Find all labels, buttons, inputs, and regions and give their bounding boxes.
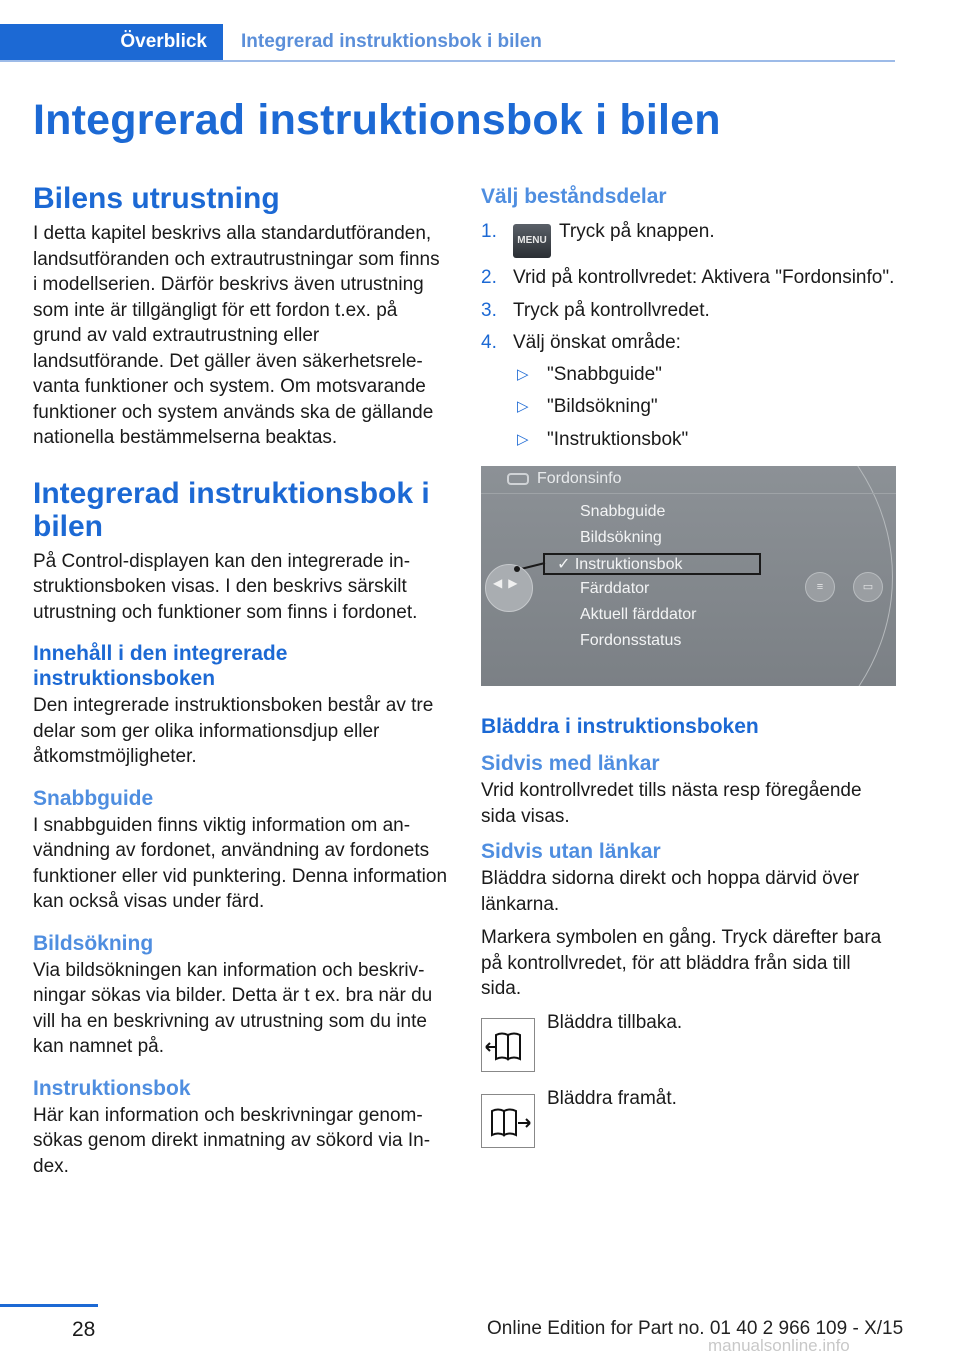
footer-accent-line [0, 1304, 98, 1307]
section-body-integrated-manual: På Control-displayen kan den integrerade instruktionsboken visas. I den beskrivs särskilt utrustning och funktioner som finns i fordonet. [33, 550, 418, 623]
sub-item [513, 394, 896, 420]
section-body-manual: Här kan information och beskrivningar genomsökas genom direkt inmatning av sökord via Index. [33, 1104, 431, 1177]
triangle-bullet-icon: ▷ [517, 365, 529, 383]
section-body-with-links: Vrid kontrollvredet tills nästa resp föregående sida visas. [481, 780, 862, 827]
step-number: 3. [481, 299, 497, 321]
display-menu-item: Färddator [580, 580, 650, 597]
section-body-contents: Den integrerade instruktionsboken består av tre delar som ger olika informationsdjup eller åtkomstmöjligheter. [33, 695, 434, 767]
section-body-equipment: I detta kapitel beskrivs alla standardutföranden, landsutföranden och extrautrustningar som finns i modellserien. Därför beskrivs även utrustning som inte är tillgängligt för ett fordon t.ex. på grund av vald extrautrustning eller landsutförande. Det gäller även säkerhetsrelevanta funktioner och system. Om motsvarande funktioner och system används ska de gällande nationella bestämmelserna beaktas. [33, 223, 440, 448]
tab-overview[interactable] [0, 24, 223, 60]
browse-forward-row [481, 1086, 896, 1148]
step-text: Vrid på kontrollvredet: Aktivera "Fordonsinfo". [513, 267, 895, 288]
triangle-bullet-icon: ▷ [517, 430, 529, 448]
step-text: Tryck på knappen. [559, 221, 715, 242]
right-column [481, 182, 896, 1148]
section-body-image-search: Via bildsökningen kan information och beskrivningar sökas via bilder. Detta är t ex. bra när du vill ha en beskrivning av utrustning som du inte kan namnet på. [33, 959, 433, 1057]
section-body-quickguide: I snabbguiden finns viktig information om användning av fordonet, användning av fordonets funktioner eller vid punktering. Denna information kan också visas under färd. [33, 814, 448, 912]
section-title-contents: Innehåll i den integrerade instruktionsboken [33, 642, 288, 690]
sub-item [513, 427, 896, 453]
side-menu-icon: ≡ [805, 572, 835, 602]
step-number: 4. [481, 332, 497, 353]
steps-list [481, 219, 896, 452]
tab-current-section[interactable] [241, 24, 542, 60]
section-title-with-links: Sidvis med länkar [481, 752, 660, 775]
browse-forward-label: Bläddra framåt. [547, 1087, 677, 1109]
header-divider [0, 60, 895, 62]
section-title-browse: Bläddra i instruktionsboken [481, 715, 759, 738]
triangle-bullet-icon: ▷ [517, 398, 529, 415]
car-icon [507, 473, 529, 485]
display-menu-item-selected: ✓ Instruktionsbok [557, 556, 683, 573]
sub-item-text: "Instruktionsbok" [547, 428, 689, 450]
sub-item-text: "Snabbguide" [547, 363, 662, 385]
sub-list [513, 362, 896, 453]
step-text: Tryck på kontrollvredet. [513, 299, 710, 321]
section-title-equipment: Bilens utrustning [33, 182, 280, 215]
browse-back-row [481, 1010, 896, 1072]
left-column [33, 182, 448, 1179]
step-item [481, 298, 896, 324]
edition-info: Online Edition for Part no. 01 40 2 966 109 - X/15 [487, 1318, 904, 1339]
section-title-image-search: Bildsökning [33, 931, 154, 955]
display-arc [481, 466, 896, 686]
tab-current-label: Integrerad instruktionsbok i bilen [241, 31, 542, 52]
display-menu-item: Bildsökning [580, 529, 662, 546]
side-panel-icon: ▭ [853, 572, 883, 602]
section-title-quickguide: Snabbguide [33, 786, 154, 810]
display-title: Fordonsinfo [537, 470, 622, 487]
section-body-without-links: Bläddra sidorna direkt och hoppa därvid över länkarna. [481, 868, 860, 915]
step-text: Välj önskat område: [513, 332, 681, 353]
tab-overview-label: Överblick [120, 31, 207, 52]
page-title: Integrerad instruktionsbok i bilen [33, 96, 721, 144]
selection-frame [543, 553, 761, 575]
sub-item [513, 362, 896, 388]
section-title-without-links: Sidvis utan länkar [481, 840, 661, 863]
section-body-without-links-2: Markera symbolen en gång. Tryck därefter bara på kontrollvredet, för att bläddra från sida till sida. [481, 927, 882, 999]
section-title-manual: Instruktionsbok [33, 1076, 191, 1100]
menu-button-icon: MENU [513, 224, 551, 258]
step-item [481, 330, 896, 452]
display-menu-item: Fordonsstatus [580, 632, 682, 649]
display-menu-item: Aktuell färddator [580, 606, 697, 623]
book-forward-icon [481, 1094, 535, 1148]
display-divider [481, 493, 896, 494]
header-bar [0, 24, 895, 62]
page-number: 28 [72, 1318, 96, 1341]
watermark: manualsonline.info [708, 1336, 850, 1355]
section-title-select-parts: Välj beståndsdelar [481, 185, 667, 208]
book-back-icon [481, 1018, 535, 1072]
sub-item-text: "Bildsökning" [547, 396, 658, 417]
step-item [481, 265, 896, 291]
left-right-arrows-icon: ◀▶ [493, 576, 524, 590]
browse-back-label: Bläddra tillbaka. [547, 1011, 683, 1033]
control-display-screenshot [481, 466, 896, 686]
section-title-integrated-manual: Integrerad instruktionsbok i bilen [33, 476, 430, 543]
step-number: 2. [481, 267, 497, 288]
step-item [481, 219, 896, 258]
display-menu-item: Snabbguide [580, 503, 666, 520]
pointer-dot [514, 566, 520, 572]
step-number: 1. [481, 221, 497, 242]
